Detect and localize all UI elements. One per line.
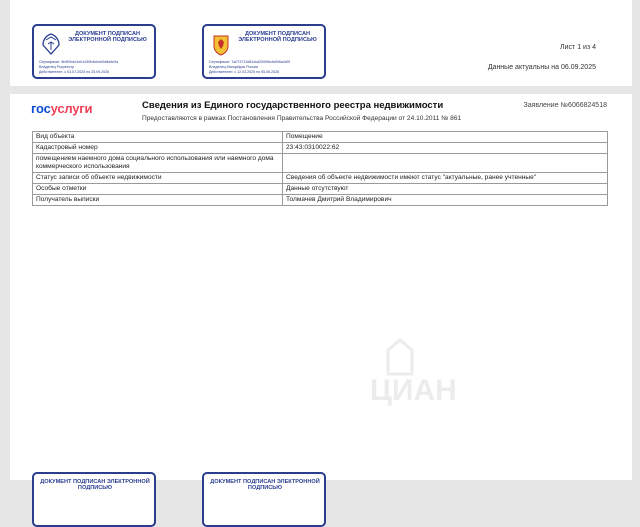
stamp-title: ДОКУМЕНТ ПОДПИСАН ЭЛЕКТРОННОЙ ПОДПИСЬЮ <box>68 31 147 44</box>
row-label: Кадастровый номер <box>33 143 283 154</box>
table-row <box>33 173 608 184</box>
stamp-certificate: Сертификат: 6b9f2b4d1eb1d39b4ebcb0d8a9e0a <box>39 60 119 64</box>
row-value: 23:43:0310022:62 <box>283 143 608 154</box>
table-row <box>33 154 608 173</box>
application-number: Заявление №6066824518 <box>523 102 607 109</box>
egrn-extract-page <box>10 94 632 492</box>
stamp-certificate: Сертификат: 7a073713d81dcd2000fbcfa906a4d0f <box>209 60 290 64</box>
row-value: Сведения об объекте недвижимости имеют статус "актуальные, ранее учтенные" <box>283 173 608 184</box>
row-label: Особые отметки <box>33 184 283 195</box>
data-actual-date: Данные актуальны на 06.09.2025 <box>487 64 596 71</box>
row-label: Статус записи об объекте недвижимости <box>33 173 283 184</box>
sheet-number: Лист 1 из 4 <box>560 44 596 51</box>
stamp-owner: Владелец Росреестр <box>39 65 75 69</box>
row-label: помещением наемного дома социального использования или наемного дома коммерческого использования <box>33 154 283 173</box>
stamp-title: ДОКУМЕНТ ПОДПИСАН ЭЛЕКТРОННОЙ ПОДПИСЬЮ <box>40 479 150 492</box>
stamp-validity: Действителен: с 03.07.2025 по 25.09.2026 <box>39 70 110 74</box>
signature-stamp-rosreestr <box>32 24 156 79</box>
stamp-validity: Действителен: с 12.03.2025 по 05.06.2026 <box>209 70 280 74</box>
logo-part-uslugi: услуги <box>50 101 93 116</box>
stamp-owner: Владелец Минцифры России <box>209 65 259 69</box>
object-info-table <box>32 131 608 206</box>
cian-watermark <box>360 336 560 416</box>
signature-stamp-rosreestr-next <box>32 472 156 527</box>
stamp-title: ДОКУМЕНТ ПОДПИСАН ЭЛЕКТРОННОЙ ПОДПИСЬЮ <box>210 479 320 492</box>
signature-stamp-mincifry <box>202 24 326 79</box>
rosreestr-emblem-icon <box>40 31 62 57</box>
watermark-building-icon <box>380 336 420 376</box>
previous-page-footer <box>10 0 632 86</box>
logo-part-gos: гос <box>31 101 51 116</box>
row-label: Вид объекта <box>33 132 283 143</box>
gosuslugi-logo <box>31 101 92 116</box>
table-row <box>33 132 608 143</box>
table-row <box>33 184 608 195</box>
document-subtitle: Предоставляются в рамках Постановления Правительства Российской Федерации от 24.10.2011 № 861 <box>142 115 462 122</box>
table-row <box>33 195 608 206</box>
table-row <box>33 143 608 154</box>
row-value: Толмачев Дмитрий Владимирович <box>283 195 608 206</box>
row-value <box>283 154 608 173</box>
row-value: Помещение <box>283 132 608 143</box>
stamp-title: ДОКУМЕНТ ПОДПИСАН ЭЛЕКТРОННОЙ ПОДПИСЬЮ <box>238 31 317 44</box>
coat-of-arms-icon <box>210 31 232 57</box>
document-title: Сведения из Единого государственного реестра недвижимости <box>142 100 444 111</box>
row-value: Данные отсутствуют <box>283 184 608 195</box>
watermark-text: ЦИАН <box>370 374 457 407</box>
signature-stamp-mincifry-next <box>202 472 326 527</box>
row-label: Получатель выписки <box>33 195 283 206</box>
